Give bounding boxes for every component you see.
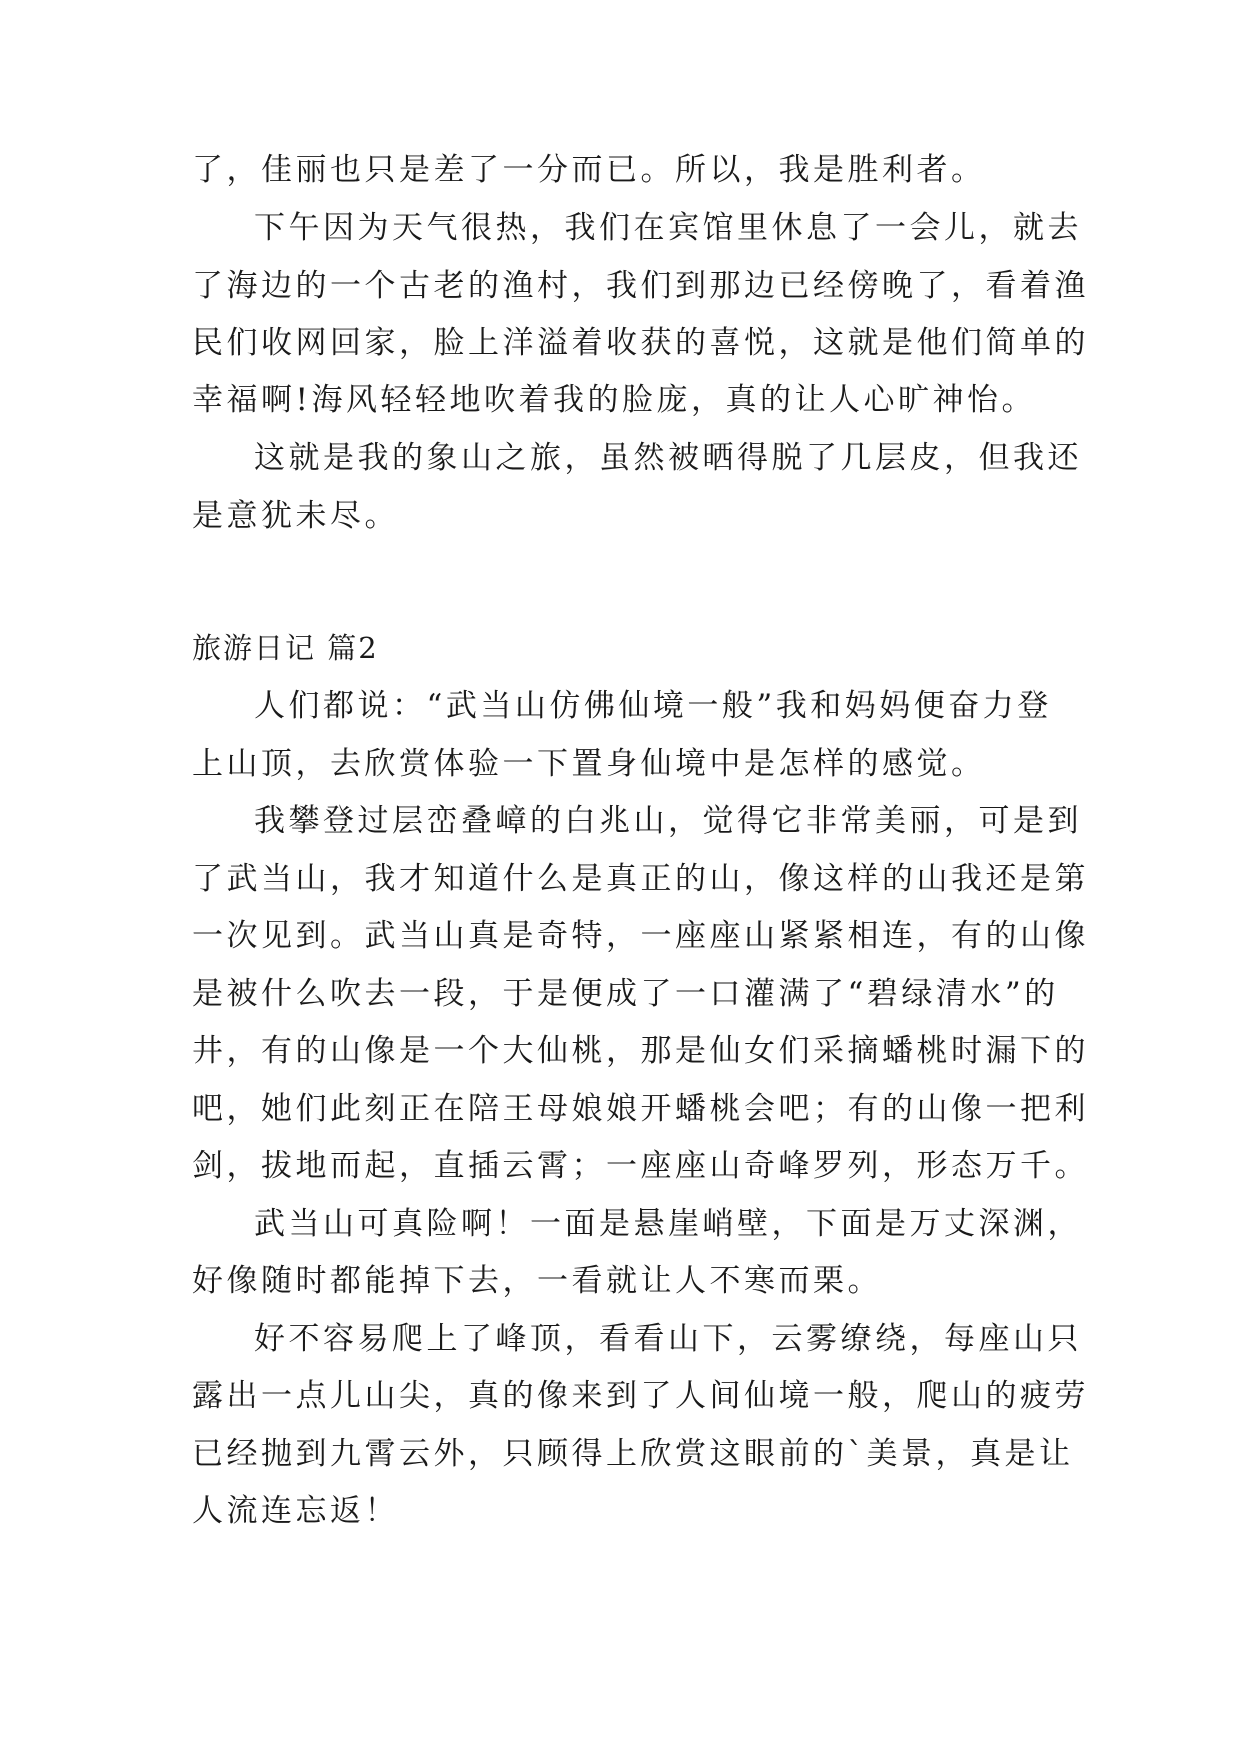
paragraph-line: 一次见到。武当山真是奇特，一座座山紧紧相连，有的山像 bbox=[192, 918, 1089, 954]
paragraph-line: 武当山可真险啊！一面是悬崖峭壁，下面是万丈深渊， bbox=[254, 1206, 1082, 1242]
paragraph-line: 好像随时都能掉下去，一看就让人不寒而栗。 bbox=[192, 1263, 882, 1299]
paragraph-line: 已经抛到九霄云外，只顾得上欣赏这眼前的`美景，真是让 bbox=[192, 1436, 1074, 1472]
paragraph-line: 好不容易爬上了峰顶，看看山下，云雾缭绕，每座山只 bbox=[254, 1321, 1082, 1357]
paragraph-line: 我攀登过层峦叠嶂的白兆山，觉得它非常美丽，可是到 bbox=[254, 803, 1082, 839]
paragraph-line: 了，佳丽也只是差了一分而已。所以，我是胜利者。 bbox=[192, 152, 986, 188]
paragraph-line: 露出一点儿山尖，真的像来到了人间仙境一般，爬山的疲劳 bbox=[192, 1378, 1089, 1414]
paragraph-line: 了武当山，我才知道什么是真正的山，像这样的山我还是第 bbox=[192, 861, 1089, 897]
paragraph-line: 民们收网回家，脸上洋溢着收获的喜悦，这就是他们简单的 bbox=[192, 325, 1089, 361]
paragraph-line: 幸福啊!海风轻轻地吹着我的脸庞，真的让人心旷神怡。 bbox=[192, 382, 1036, 418]
paragraph-line: 上山顶，去欣赏体验一下置身仙境中是怎样的感觉。 bbox=[192, 746, 986, 782]
paragraph-line: 下午因为天气很热，我们在宾馆里休息了一会儿，就去 bbox=[254, 210, 1082, 246]
section-heading: 旅游日记 篇2 bbox=[192, 631, 379, 665]
paragraph-line: 了海边的一个古老的渔村，我们到那边已经傍晚了，看着渔 bbox=[192, 268, 1089, 304]
paragraph-line: 人流连忘返！ bbox=[192, 1493, 399, 1529]
paragraph-line: 是被什么吹去一段，于是便成了一口灌满了“碧绿清水”的 bbox=[192, 976, 1059, 1012]
paragraph-line: 剑，拔地而起，直插云霄；一座座山奇峰罗列，形态万千。 bbox=[192, 1148, 1089, 1184]
paragraph-line: 人们都说：“武当山仿佛仙境一般”我和妈妈便奋力登 bbox=[254, 688, 1052, 724]
paragraph-line: 吧，她们此刻正在陪王母娘娘开蟠桃会吧；有的山像一把利 bbox=[192, 1091, 1089, 1127]
paragraph-line: 是意犹未尽。 bbox=[192, 498, 399, 534]
paragraph-line: 井，有的山像是一个大仙桃，那是仙女们采摘蟠桃时漏下的 bbox=[192, 1033, 1089, 1069]
paragraph-line: 这就是我的象山之旅，虽然被晒得脱了几层皮，但我还 bbox=[254, 440, 1082, 476]
